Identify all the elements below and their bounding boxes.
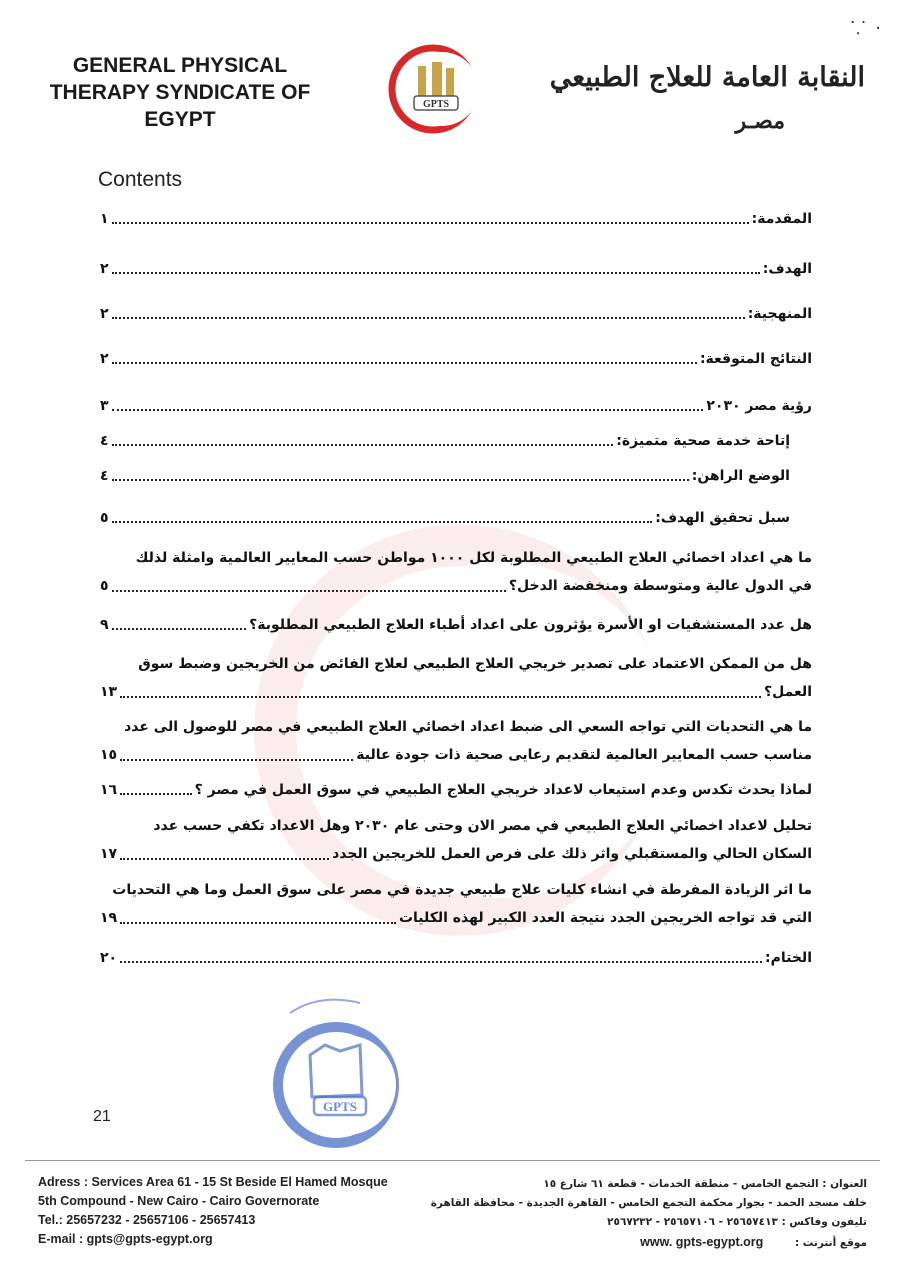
gpts-logo xyxy=(388,44,478,134)
toc-item[interactable] xyxy=(100,713,812,769)
toc-item[interactable] xyxy=(100,463,790,489)
toc-item-title: لماذا يحدث تكدس وعدم استيعاب لاعداد خريجي العلاج الطبيعي في سوق العمل في مصر ؟ xyxy=(194,782,812,798)
toc-item-title: النتائج المتوقعة: xyxy=(699,351,812,367)
toc-page-number: ٢ xyxy=(100,261,109,277)
toc-item-title: المنهجية: xyxy=(747,306,812,322)
toc-leader-dots xyxy=(112,589,506,592)
toc-item-title-line1: ما اثر الزيادة المفرطة في انشاء كليات علاج طبيعي جديدة في مصر على سوق العمل وما هي التحديات xyxy=(112,882,812,898)
toc-leader-dots xyxy=(120,695,761,698)
toc-item-title-line1: تحليل لاعداد اخصائي العلاج الطبيعي في مصر الان وحتى عام ٢٠٣٠ وهل الاعداد تكفي حسب عدد xyxy=(153,818,812,834)
toc-page-number: ٥ xyxy=(100,578,109,594)
footer-address-ar-1: العنوان : التجمع الخامس - منطقة الخدمات - قطعة ٦١ شارع ١٥ xyxy=(543,1178,867,1190)
contents-title: Contents xyxy=(98,168,183,191)
toc-item[interactable] xyxy=(100,346,812,372)
toc-item-title: الختام: xyxy=(765,950,812,966)
toc-item[interactable] xyxy=(100,876,812,932)
toc-page-number: ٤ xyxy=(100,433,109,449)
toc-item-title-line2: العمل؟ xyxy=(764,684,812,700)
footer-email-en: E-mail : gpts@gpts-egypt.org xyxy=(38,1232,213,1246)
toc-page-number: ٩ xyxy=(100,617,109,633)
toc-item[interactable] xyxy=(100,612,812,638)
toc-item[interactable] xyxy=(100,428,790,454)
gpts-stamp xyxy=(250,985,400,1160)
toc-page-number: ١٧ xyxy=(100,846,118,862)
toc-item[interactable] xyxy=(100,393,812,419)
toc-item[interactable] xyxy=(100,650,812,706)
footer-phone-ar: تليفون وفاكس : ٢٥٦٥٧٤١٣ - ٢٥٦٥٧١٠٦ - ٢٥٦٧٢٣٢ xyxy=(607,1216,867,1228)
toc-leader-dots xyxy=(112,408,704,411)
toc-item-title-line1: ما هي اعداد اخصائي العلاج الطبيعي المطلوبة لكل ١٠٠٠ مواطن حسب المعايير العالمية وامثلة لذلك xyxy=(135,550,812,566)
toc-item-title: الهدف: xyxy=(762,261,812,277)
toc-item[interactable] xyxy=(100,256,812,282)
footer-address-en-1: Adress : Services Area 61 - 15 St Beside El Hamed Mosque xyxy=(38,1175,388,1189)
org-name-ar: النقابة العامة للعلاج الطبيعي xyxy=(549,62,865,93)
toc-item-title: الوضع الراهن: xyxy=(691,468,790,484)
toc-item-title-line2: في الدول عالية ومتوسطة ومنخفضة الدخل؟ xyxy=(508,578,812,594)
toc-page-number: ٢ xyxy=(100,351,109,367)
toc-item[interactable] xyxy=(100,777,812,803)
toc-leader-dots xyxy=(112,316,745,319)
toc-leader-dots xyxy=(120,758,353,761)
toc-item[interactable] xyxy=(100,206,812,232)
toc-item-title: إتاحة خدمة صحية متميزة: xyxy=(616,433,790,449)
toc-leader-dots xyxy=(112,443,614,446)
toc-item[interactable] xyxy=(100,945,812,971)
toc-page-number: ٢٠ xyxy=(100,950,118,966)
toc-item-title: رؤية مصر ٢٠٣٠ xyxy=(706,398,812,414)
footer-website-ar xyxy=(640,1235,867,1249)
toc-leader-dots xyxy=(120,792,192,795)
toc-page-number: ٢ xyxy=(100,306,109,322)
toc-item[interactable] xyxy=(100,544,812,600)
footer-address-en-2: 5th Compound - New Cairo - Cairo Governorate xyxy=(38,1194,320,1208)
toc-leader-dots xyxy=(120,921,396,924)
pen-mark: ⸪ · xyxy=(850,18,883,39)
toc-leader-dots xyxy=(120,857,329,860)
toc-item[interactable] xyxy=(100,812,812,868)
toc-leader-dots xyxy=(112,627,247,630)
toc-item-title-line2: مناسب حسب المعايير العالمية لتقديم رعايى صحية ذات جودة عالية xyxy=(356,747,812,763)
footer-divider xyxy=(25,1160,880,1161)
org-name-en: GENERAL PHYSICAL THERAPY SYNDICATE OF EGYPT xyxy=(49,54,311,131)
toc-item-title-line1: هل من الممكن الاعتماد على تصدير خريجي العلاج الطبيعي لعلاج الفائض من الخريجين وضبط سوق xyxy=(138,656,812,672)
toc-item-title-line1: ما هي التحديات التي تواجه السعي الى ضبط اعداد اخصائي العلاج الطبيعي في مصر للوصول الى عدد xyxy=(124,719,812,735)
toc-leader-dots xyxy=(112,221,749,224)
toc-page-number: ١٣ xyxy=(100,684,118,700)
logo-text: GPTS xyxy=(422,99,450,110)
footer-phone-en: Tel.: 25657232 - 25657106 - 25657413 xyxy=(38,1213,256,1227)
toc-item[interactable] xyxy=(100,505,790,531)
toc-page-number: ١٦ xyxy=(100,782,118,798)
toc-leader-dots xyxy=(120,960,762,963)
toc-page-number: ٤ xyxy=(100,468,109,484)
page-number: 21 xyxy=(93,1108,111,1125)
toc-item-title: هل عدد المستشفيات او الأسرة يؤثرون على اعداد أطباء العلاج الطبيعي المطلوبة؟ xyxy=(249,617,812,633)
footer-address-ar-2: خلف مسجد الحمد - بجوار محكمة التجمع الخامس - القاهرة الجديدة - محافظة القاهرة xyxy=(430,1197,867,1209)
toc-item-title-line2: التي قد تواجه الخريجين الجدد نتيجة العدد الكبير لهذه الكليات xyxy=(398,910,812,926)
org-country-ar: مصـر xyxy=(735,108,785,134)
toc-page-number: ١٩ xyxy=(100,910,118,926)
toc-item-title: المقدمة: xyxy=(751,211,812,227)
footer-website-label: موقع أنترنت : xyxy=(794,1237,867,1249)
toc-leader-dots xyxy=(112,520,653,523)
toc-leader-dots xyxy=(112,271,760,274)
toc-leader-dots xyxy=(112,361,697,364)
toc-leader-dots xyxy=(112,478,689,481)
footer-website: www. gpts-egypt.org xyxy=(640,1235,764,1249)
toc-page-number: ١٥ xyxy=(100,747,118,763)
toc-item[interactable] xyxy=(100,301,812,327)
stamp-text: GPTS xyxy=(323,1099,357,1114)
toc-page-number: ١ xyxy=(100,211,109,227)
toc-item-title: سبل تحقيق الهدف: xyxy=(655,510,790,526)
toc-page-number: ٣ xyxy=(100,398,109,414)
toc-page-number: ٥ xyxy=(100,510,109,526)
toc-item-title-line2: السكان الحالي والمستقبلي واثر ذلك على فرص العمل للخريجين الجدد xyxy=(332,846,812,862)
